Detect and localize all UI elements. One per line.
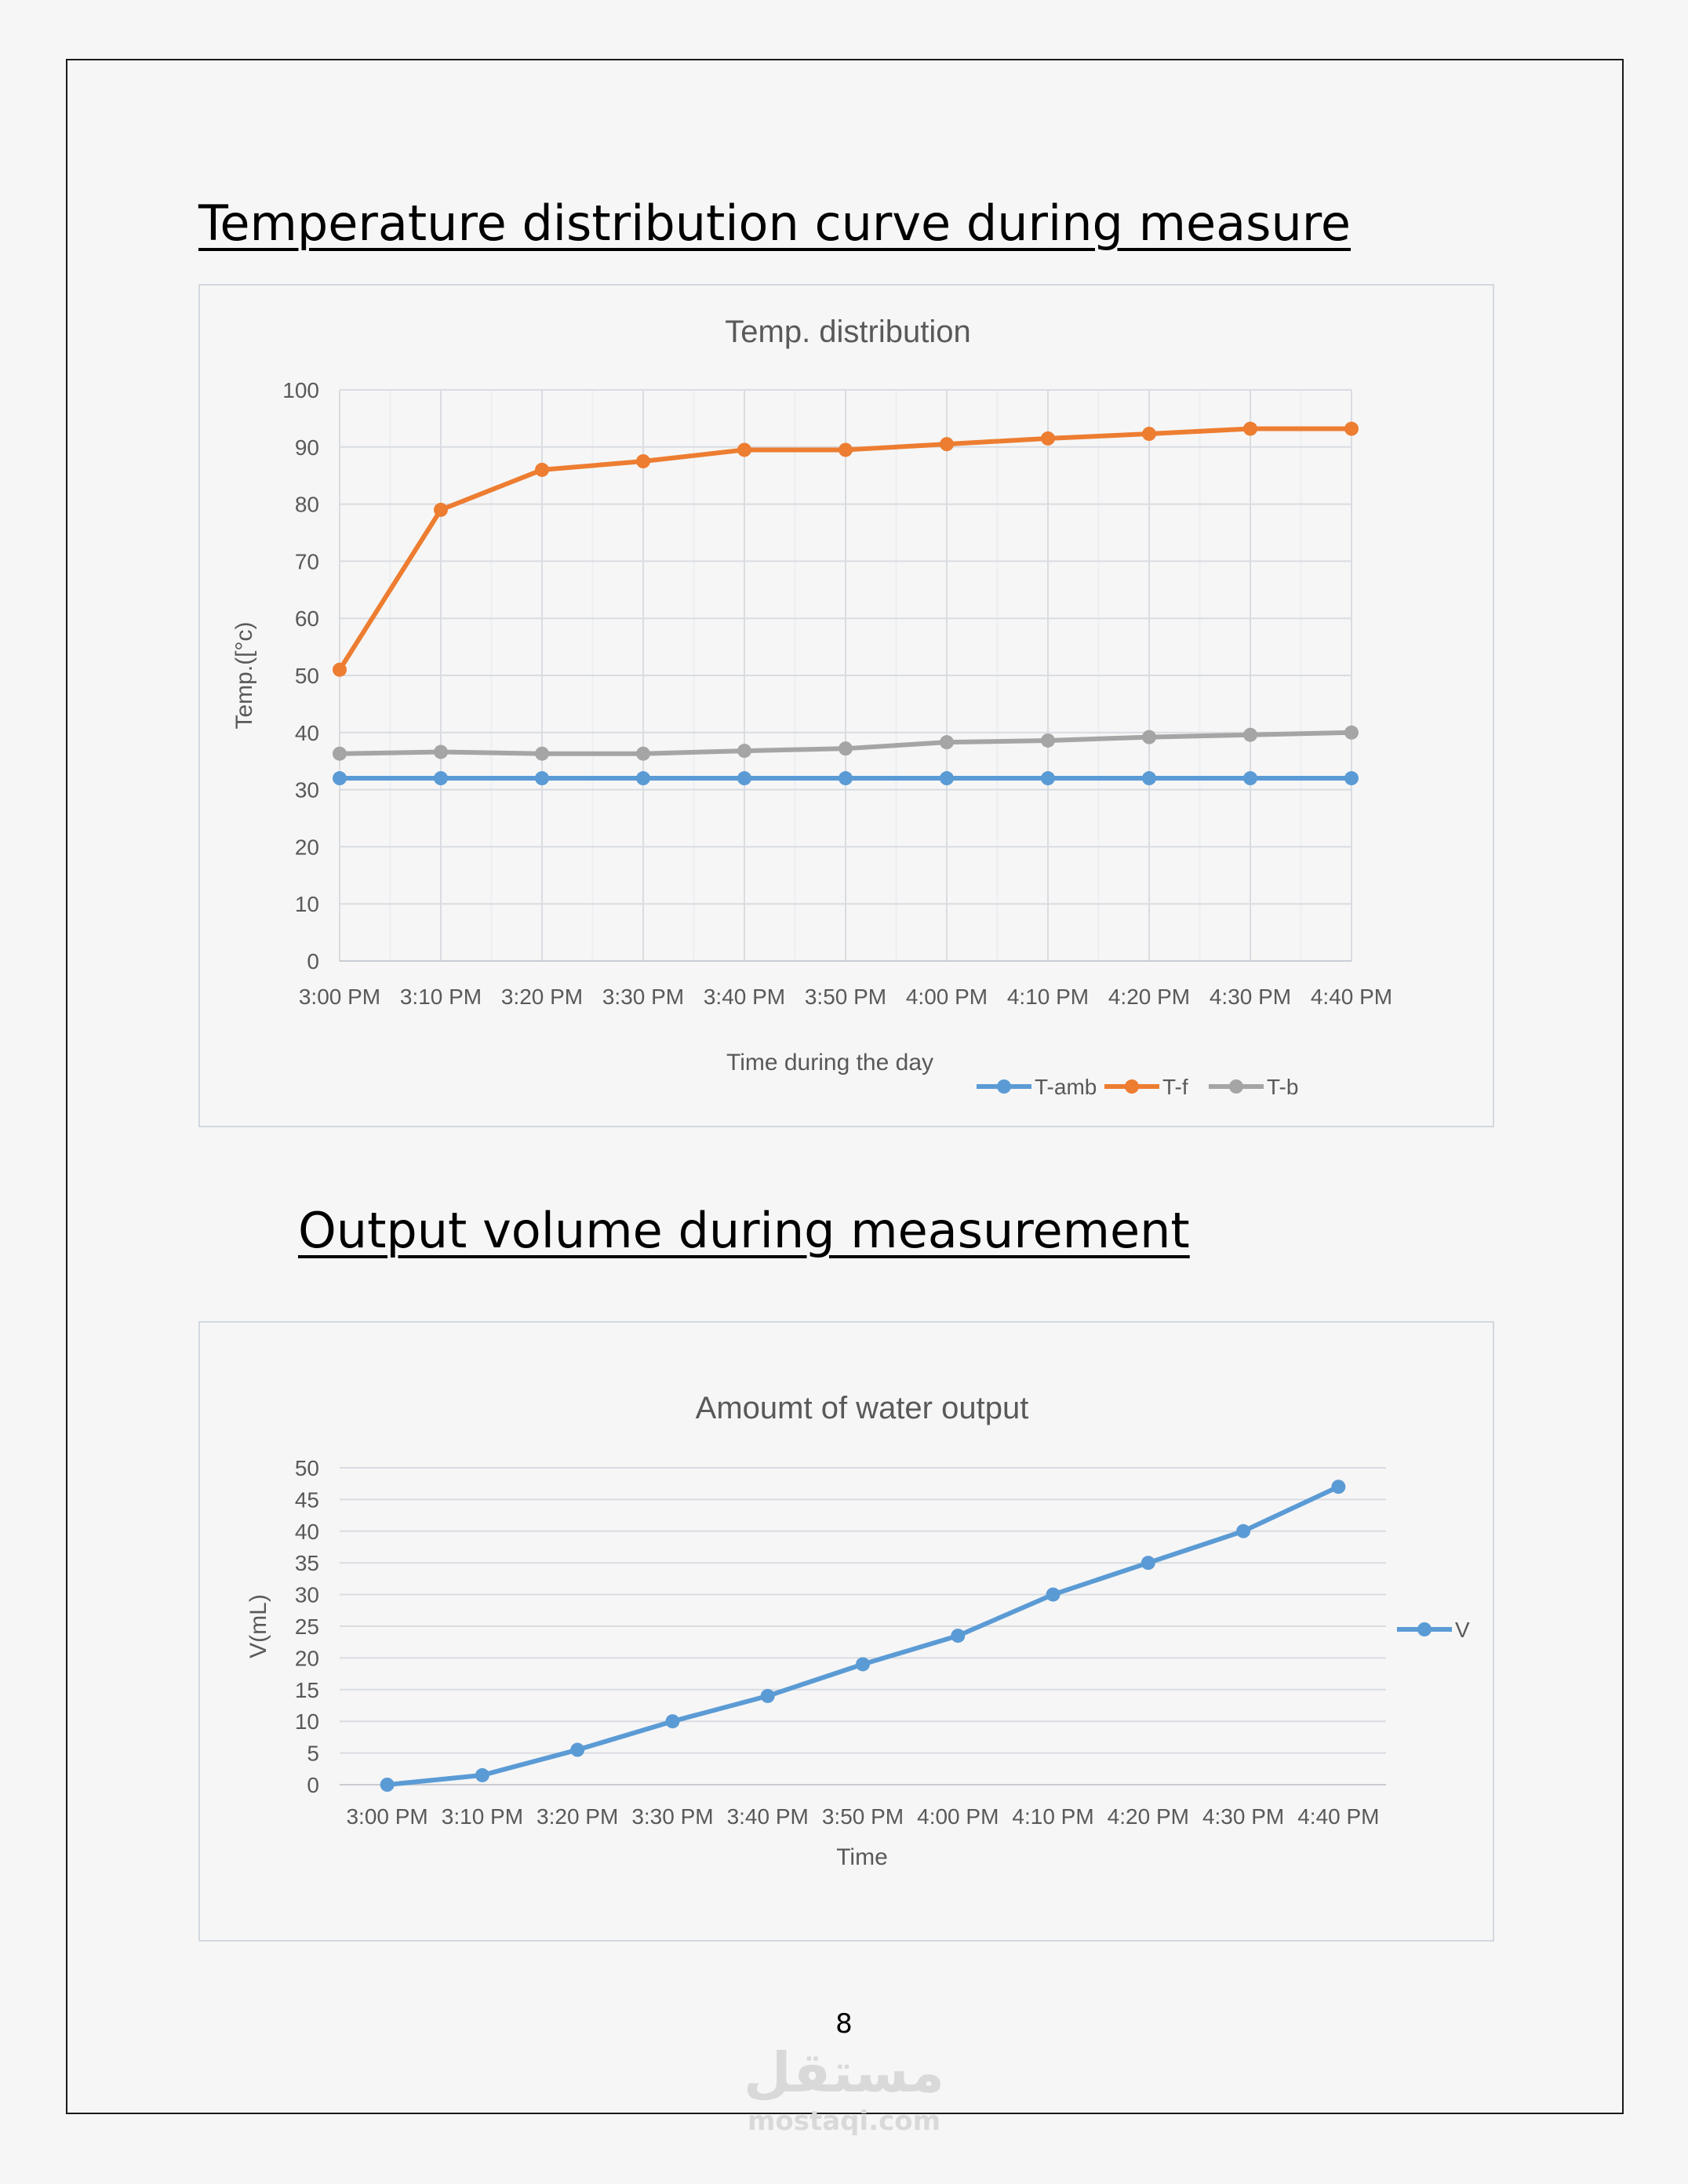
data-point-t-b [839,741,853,755]
x-tick-label: 4:30 PM [1209,985,1292,1009]
watermark-latin-text: mostaqi.com [747,2106,941,2137]
y-tick-label: 10 [294,892,319,917]
data-point-v [761,1689,775,1703]
legend-swatch-marker-t-b [1229,1079,1243,1094]
section-heading-temperature: Temperature distribution curve during measure [198,195,1351,252]
y-tick-label: 40 [294,720,319,745]
data-point-t-f [1041,431,1055,446]
x-tick-label: 3:40 PM [726,1804,809,1829]
x-tick-label: 3:20 PM [537,1804,619,1829]
data-point-t-amb [434,771,448,785]
data-point-t-b [1041,733,1055,748]
legend-label-t-amb: T-amb [1035,1075,1097,1099]
data-point-v [380,1778,395,1792]
y-axis-label: Temp.([°c) [231,621,257,730]
data-point-v [665,1714,679,1728]
page-number: 8 [835,2008,853,2040]
x-tick-label: 4:40 PM [1297,1804,1380,1829]
data-point-v [1236,1524,1250,1538]
x-tick-label: 3:20 PM [500,985,584,1009]
y-tick-label: 50 [294,1456,319,1480]
data-point-v [856,1657,870,1671]
data-point-t-amb [839,771,853,785]
data-point-t-b [1142,730,1156,744]
data-point-t-f [535,463,549,477]
data-point-t-b [1243,728,1257,742]
legend-label-v: V [1455,1618,1470,1642]
data-point-t-f [940,437,954,451]
chart-title: Temp. distribution [725,315,971,349]
data-point-t-amb [333,771,347,785]
y-tick-label: 15 [294,1677,319,1702]
data-point-v [1141,1556,1155,1570]
y-tick-label: 30 [294,1582,319,1607]
x-axis-label: Time during the day [726,1050,934,1076]
x-tick-label: 3:00 PM [298,985,381,1009]
x-tick-label: 3:50 PM [821,1804,904,1829]
data-point-v [951,1629,965,1643]
data-point-t-b [1344,726,1359,740]
x-tick-label: 4:10 PM [1012,1804,1094,1829]
data-point-t-f [1142,427,1156,441]
section-heading-volume: Output volume during measurement [298,1202,1190,1259]
y-tick-label: 5 [307,1741,319,1766]
legend-label-t-f: T-f [1162,1075,1188,1099]
data-point-t-amb [1344,771,1359,785]
data-point-v [475,1768,489,1782]
data-point-t-b [636,747,650,761]
x-tick-label: 3:40 PM [703,985,786,1009]
data-point-t-f [839,442,853,457]
x-tick-label: 3:10 PM [399,985,482,1009]
chart-title: Amoumt of water output [695,1391,1029,1425]
y-tick-label: 20 [294,835,319,860]
y-tick-label: 40 [294,1519,319,1544]
x-tick-label: 3:50 PM [804,985,887,1009]
data-point-t-amb [940,771,954,785]
x-tick-label: 3:30 PM [631,1804,714,1829]
x-tick-label: 3:00 PM [346,1804,428,1829]
data-point-t-f [737,442,751,457]
y-tick-label: 100 [282,378,319,402]
watermark-logo [734,2040,954,2142]
legend-swatch-marker-t-f [1125,1079,1139,1094]
legend-swatch-marker-v [1417,1622,1432,1636]
x-tick-label: 4:20 PM [1107,1804,1189,1829]
y-tick-label: 70 [294,549,319,574]
x-tick-label: 4:40 PM [1310,985,1393,1009]
x-tick-label: 4:00 PM [905,985,988,1009]
legend-label-t-b: T-b [1267,1075,1299,1099]
y-tick-label: 0 [307,949,319,974]
data-point-t-f [1344,422,1359,436]
data-point-t-b [940,735,954,749]
y-tick-label: 50 [294,664,319,688]
temperature-chart [198,284,1494,1127]
data-point-v [1046,1588,1060,1602]
legend-swatch-marker-t-amb [997,1079,1011,1094]
y-tick-label: 80 [294,492,319,517]
data-point-t-amb [1243,771,1257,785]
data-point-t-b [535,747,549,761]
data-point-t-f [1243,422,1257,436]
x-tick-label: 4:30 PM [1202,1804,1285,1829]
data-point-t-amb [535,771,549,785]
y-tick-label: 60 [294,606,319,632]
temperature-chart-svg [200,286,1496,1129]
x-tick-label: 3:10 PM [441,1804,524,1829]
y-tick-label: 10 [294,1709,319,1734]
data-point-t-f [636,454,650,468]
y-tick-label: 0 [307,1773,319,1797]
data-point-t-amb [1142,771,1156,785]
y-tick-label: 45 [294,1487,319,1512]
data-point-t-f [333,663,347,677]
data-point-t-amb [636,771,650,785]
data-point-t-b [333,747,347,761]
y-tick-label: 35 [294,1551,319,1576]
y-tick-label: 25 [294,1614,319,1639]
x-tick-label: 3:30 PM [602,985,685,1009]
y-tick-label: 20 [294,1646,319,1671]
watermark-arabic-text: مستقل [743,2040,944,2105]
data-point-t-amb [1041,771,1055,785]
data-point-v [570,1743,584,1757]
volume-chart-svg [200,1323,1496,1943]
x-tick-label: 4:20 PM [1108,985,1191,1009]
volume-chart [198,1321,1494,1942]
x-tick-label: 4:10 PM [1006,985,1090,1009]
y-tick-label: 30 [294,777,319,803]
y-tick-label: 90 [294,435,319,460]
x-axis-label: Time [836,1844,888,1870]
x-tick-label: 4:00 PM [917,1804,999,1829]
data-point-t-b [434,745,448,759]
y-axis-label: V(mL) [246,1594,271,1658]
data-point-t-f [434,503,448,517]
data-point-v [1331,1480,1345,1494]
data-point-t-b [737,744,751,758]
data-point-t-amb [737,771,751,785]
